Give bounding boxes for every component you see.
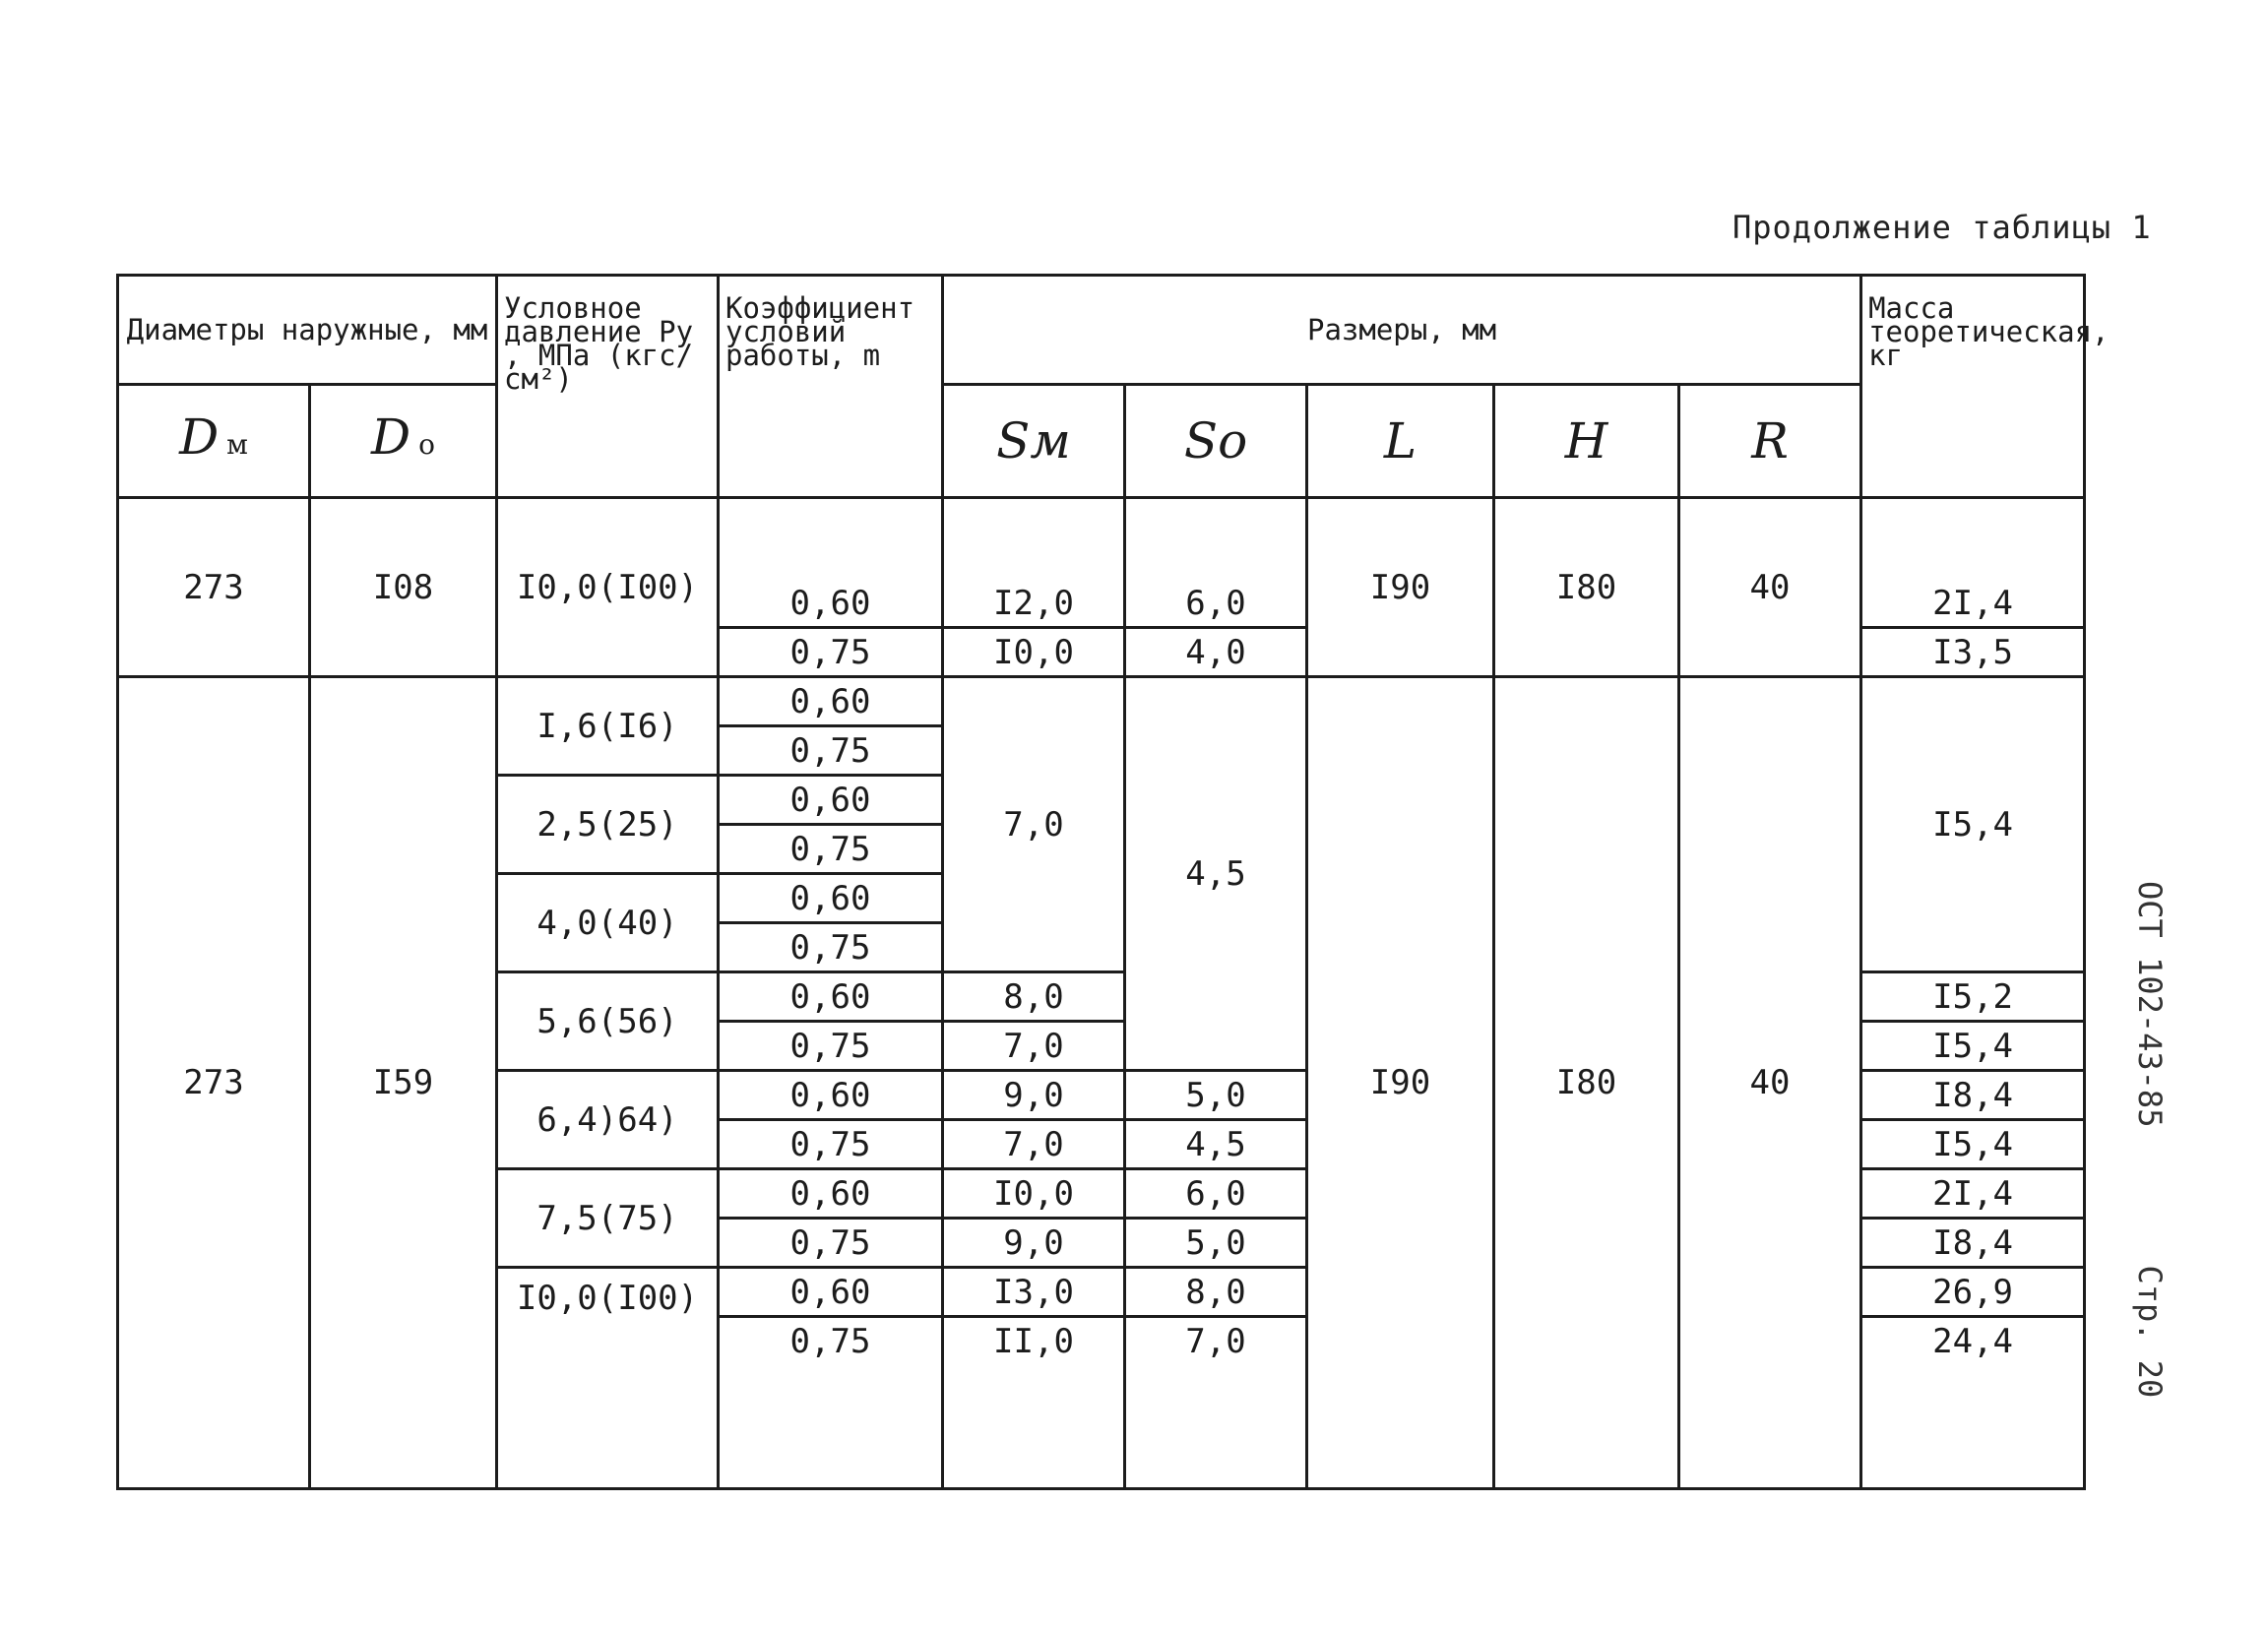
cell-sm: II,0 bbox=[943, 1317, 1125, 1365]
header-coefficient: Коэффициент условий работы, m bbox=[719, 276, 943, 498]
cell-m: 0,60 bbox=[719, 874, 943, 923]
cell-so: 7,0 bbox=[1125, 1317, 1307, 1365]
cell-dm: 273 bbox=[118, 498, 310, 677]
header-r: R bbox=[1679, 385, 1861, 498]
cell-sm: 7,0 bbox=[943, 677, 1125, 972]
standard-code: ОСТ 102-43-85 bbox=[2131, 881, 2169, 1128]
cell-dm: 273 bbox=[118, 677, 310, 1489]
table-row bbox=[118, 498, 2085, 581]
cell-so: 5,0 bbox=[1125, 1219, 1307, 1268]
cell-pressure: I,6(I6) bbox=[497, 677, 719, 776]
cell-sm: I0,0 bbox=[943, 1169, 1125, 1219]
cell-so: 4,0 bbox=[1125, 628, 1307, 677]
cell-so: 4,5 bbox=[1125, 677, 1307, 1071]
cell-do: I08 bbox=[310, 498, 497, 677]
header-dm: D м bbox=[118, 385, 310, 498]
table-row bbox=[118, 677, 2085, 726]
cell-m: 0,75 bbox=[719, 628, 943, 677]
cell-sm: I3,0 bbox=[943, 1268, 1125, 1317]
cell-m: 0,75 bbox=[719, 1219, 943, 1268]
cell-pressure: I0,0(I00) bbox=[497, 498, 719, 677]
cell-mass: 26,9 bbox=[1861, 1268, 2085, 1317]
cell-m: 0,75 bbox=[719, 1022, 943, 1071]
cell-mass: I5,2 bbox=[1861, 972, 2085, 1022]
cell-so: 6,0 bbox=[1125, 1169, 1307, 1219]
header-pressure: Условное давление Ру , МПа (кгс/см²) bbox=[497, 276, 719, 498]
cell-pressure: 2,5(25) bbox=[497, 776, 719, 874]
cell-m: 0,60 bbox=[719, 580, 943, 628]
header-h: H bbox=[1494, 385, 1679, 498]
cell-sm: 8,0 bbox=[943, 972, 1125, 1022]
header-do: D о bbox=[310, 385, 497, 498]
cell-l: I90 bbox=[1307, 498, 1494, 677]
cell-sm: 7,0 bbox=[943, 1120, 1125, 1169]
header-diameters: Диаметры наружные, мм bbox=[118, 276, 497, 385]
cell-mass: I5,4 bbox=[1861, 1120, 2085, 1169]
cell-so: 6,0 bbox=[1125, 580, 1307, 628]
header-so: So bbox=[1125, 385, 1307, 498]
cell-h: I80 bbox=[1494, 677, 1679, 1489]
cell-m: 0,75 bbox=[719, 825, 943, 874]
header-mass: Масса теоретическая, кг bbox=[1861, 276, 2085, 498]
cell-mass: I8,4 bbox=[1861, 1071, 2085, 1120]
cell-r: 40 bbox=[1679, 677, 1861, 1489]
cell-so: 5,0 bbox=[1125, 1071, 1307, 1120]
cell-m: 0,60 bbox=[719, 1169, 943, 1219]
cell-sm: 7,0 bbox=[943, 1022, 1125, 1071]
table-caption: Продолжение таблицы 1 bbox=[1732, 209, 2152, 246]
cell-mass: I5,4 bbox=[1861, 1022, 2085, 1071]
cell-so: 8,0 bbox=[1125, 1268, 1307, 1317]
cell-so: 4,5 bbox=[1125, 1120, 1307, 1169]
page-number: Стр. 20 bbox=[2131, 1265, 2169, 1399]
cell-m: 0,60 bbox=[719, 677, 943, 726]
cell-mass: 2I,4 bbox=[1861, 1169, 2085, 1219]
side-note bbox=[2131, 881, 2169, 1398]
cell-sm: I2,0 bbox=[943, 580, 1125, 628]
cell-m: 0,75 bbox=[719, 1317, 943, 1365]
header-l: L bbox=[1307, 385, 1494, 498]
cell-pressure: I0,0(I00) bbox=[497, 1268, 719, 1489]
cell-mass: 2I,4 bbox=[1861, 580, 2085, 628]
cell-m: 0,60 bbox=[719, 1071, 943, 1120]
cell-h: I80 bbox=[1494, 498, 1679, 677]
cell-m: 0,75 bbox=[719, 923, 943, 972]
cell-sm: I0,0 bbox=[943, 628, 1125, 677]
cell-l: I90 bbox=[1307, 677, 1494, 1489]
cell-m: 0,60 bbox=[719, 972, 943, 1022]
cell-m: 0,75 bbox=[719, 1120, 943, 1169]
cell-mass: 24,4 bbox=[1861, 1317, 2085, 1365]
cell-pressure: 4,0(40) bbox=[497, 874, 719, 972]
header-sizes: Размеры, мм bbox=[943, 276, 1861, 385]
cell-sm: 9,0 bbox=[943, 1219, 1125, 1268]
header-sm: Sм bbox=[943, 385, 1125, 498]
cell-mass: I8,4 bbox=[1861, 1219, 2085, 1268]
cell-do: I59 bbox=[310, 677, 497, 1489]
cell-mass: I5,4 bbox=[1861, 677, 2085, 972]
cell-r: 40 bbox=[1679, 498, 1861, 677]
cell-m: 0,60 bbox=[719, 1268, 943, 1317]
cell-mass: I3,5 bbox=[1861, 628, 2085, 677]
cell-m: 0,75 bbox=[719, 726, 943, 776]
cell-sm: 9,0 bbox=[943, 1071, 1125, 1120]
cell-pressure: 5,6(56) bbox=[497, 972, 719, 1071]
data-table-wrapper bbox=[116, 274, 2110, 1490]
cell-m: 0,60 bbox=[719, 776, 943, 825]
cell-pressure: 7,5(75) bbox=[497, 1169, 719, 1268]
cell-pressure: 6,4)64) bbox=[497, 1071, 719, 1169]
data-table bbox=[116, 274, 2110, 1490]
